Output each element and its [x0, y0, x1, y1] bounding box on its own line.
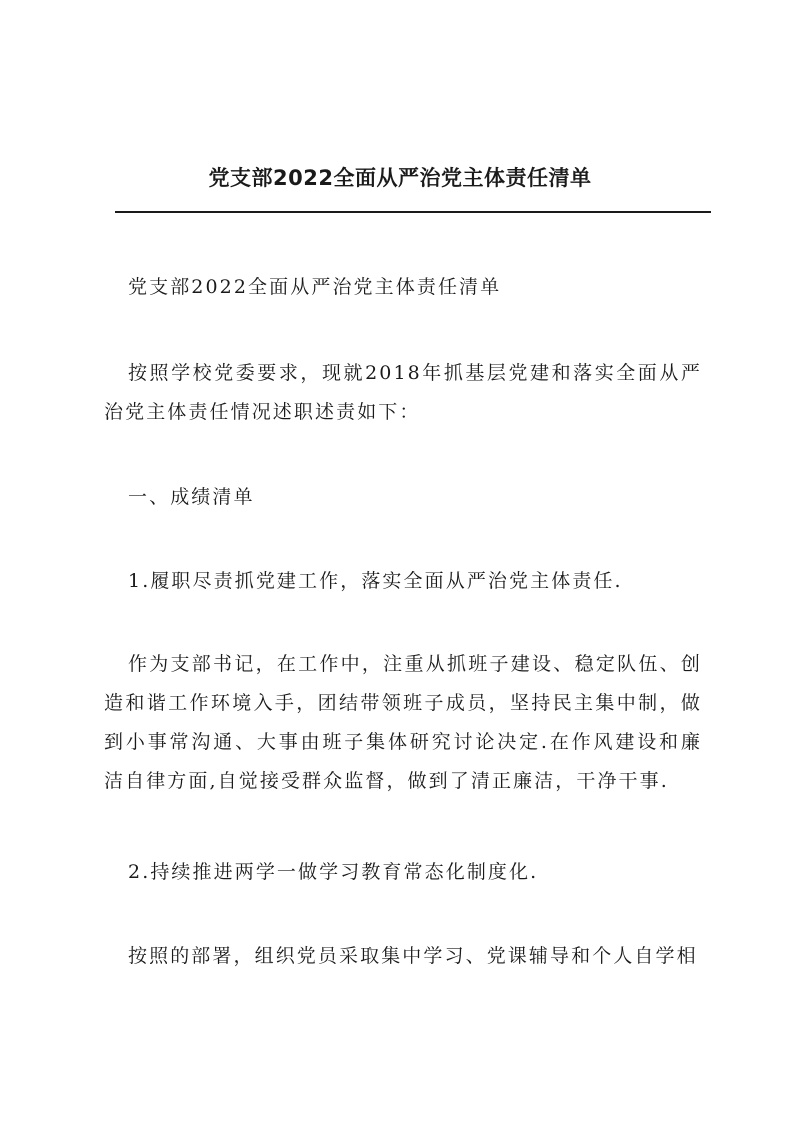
paragraph-heading-repeat: 党支部2022全面从严治党主体责任清单 [128, 276, 502, 298]
item-heading-2: 2.持续推进两学一做学习教育常态化制度化. [128, 861, 539, 883]
paragraph-intro: 按照学校党委要求，现就2018年抓基层党建和落实全面从严治党主体责任情况述职述责如下： [104, 362, 702, 423]
document-title: 党支部2022全面从严治党主体责任清单 [208, 166, 592, 190]
item-heading-1: 1.履职尽责抓党建工作，落实全面从严治党主体责任. [128, 570, 623, 592]
title-divider [115, 211, 711, 213]
paragraph-item-2-body: 按照的部署，组织党员采取集中学习、党课辅导和个人自学相 [128, 945, 698, 967]
section-heading-achievements: 一、成绩清单 [128, 486, 255, 508]
paragraph-item-1-body: 作为支部书记，在工作中，注重从抓班子建设、稳定队伍、创造和谐工作环境入手，团结带领班子成员，坚持民主集中制，做到小事常沟通、大事由班子集体研究讨论决定.在作风建设和廉洁自律方面,自觉接受群众监督，做到了清正廉洁，干净干事. [104, 653, 702, 792]
